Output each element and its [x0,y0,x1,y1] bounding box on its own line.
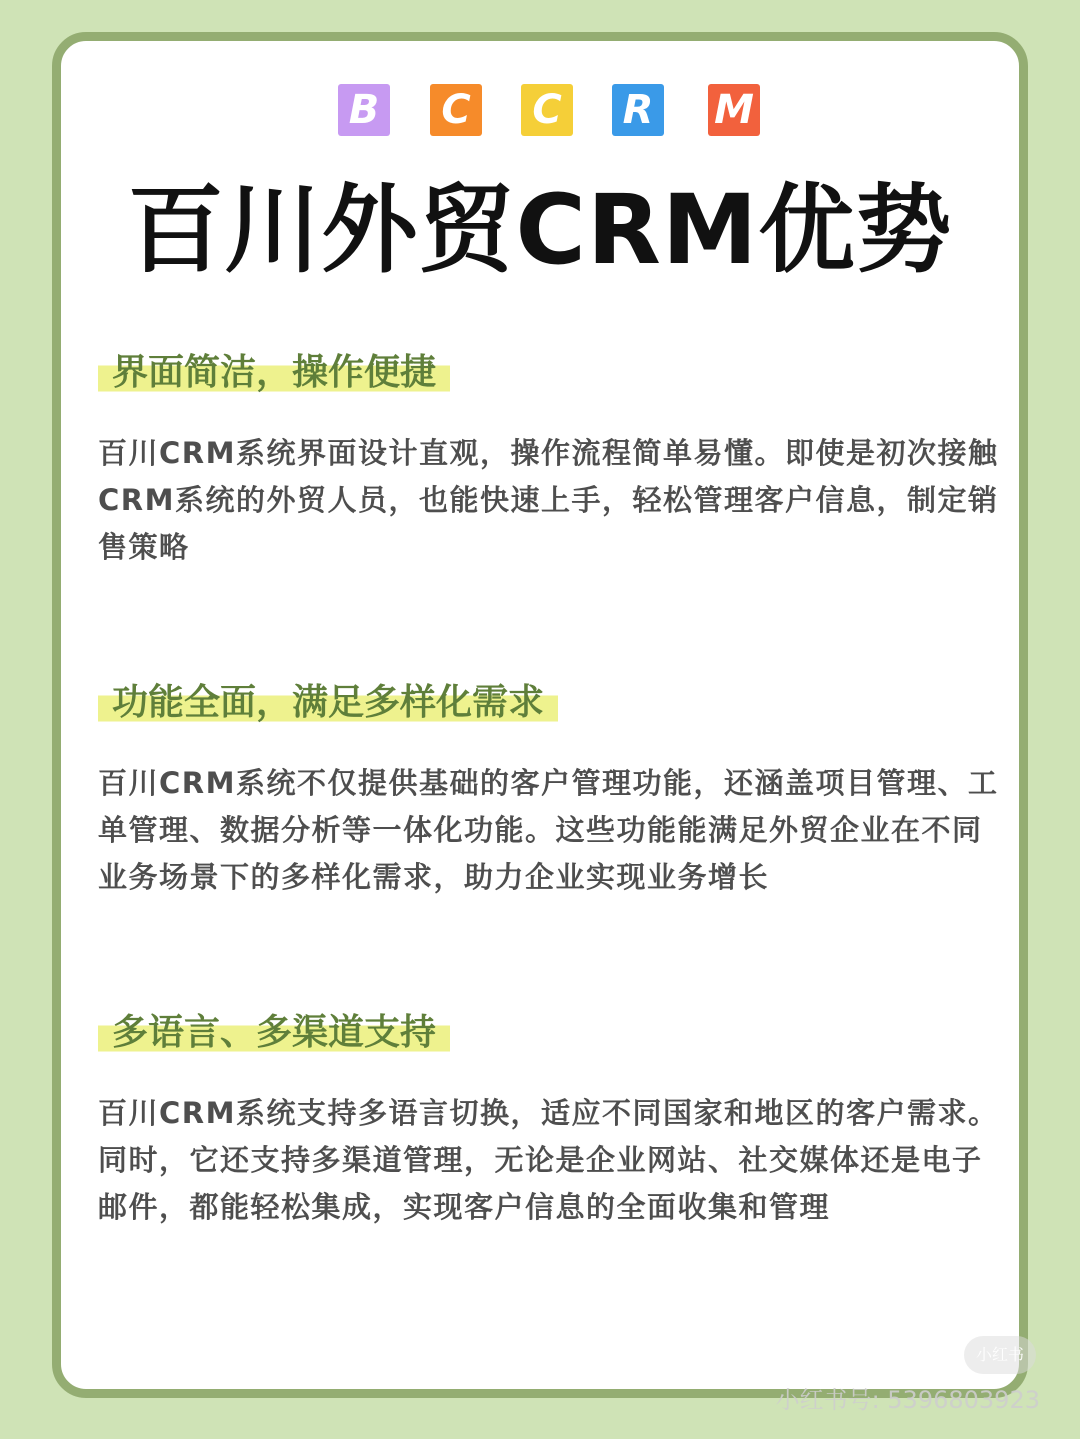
section-heading-multi-language: 多语言、多渠道支持 [98,1010,450,1058]
section-body-simple-ui: 百川CRM系统界面设计直观，操作流程简单易懂。即使是初次接触CRM系统的外贸人员，也能快速上手，轻松管理客户信息，制定销售策略 [98,436,999,564]
crm-letter-badges [0,84,1080,136]
section-body-full-features: 百川CRM系统不仅提供基础的客户管理功能，还涵盖项目管理、工单管理、数据分析等一体化功能。这些功能能满足外贸企业在不同业务场景下的多样化需求，助力企业实现业务增长 [98,766,999,894]
section-heading-simple-ui: 界面简洁，操作便捷 [98,350,450,398]
badge-m: M [708,84,760,136]
badge-c-orange: C [430,84,482,136]
badge-r: R [612,84,664,136]
watermark-logo: 小红书 [964,1336,1036,1374]
page-title: 百川外贸CRM优势 [127,174,953,286]
section-heading-full-features: 功能全面，满足多样化需求 [98,680,558,728]
section-body-multi-language: 百川CRM系统支持多语言切换，适应不同国家和地区的客户需求。同时，它还支持多渠道管理，无论是企业网站、社交媒体还是电子邮件，都能轻松集成，实现客户信息的全面收集和管理 [98,1096,999,1224]
badge-c-yellow: C [521,84,573,136]
badge-b: B [338,84,390,136]
watermark-id: 小红书号: 5396803923 [775,1386,1040,1414]
